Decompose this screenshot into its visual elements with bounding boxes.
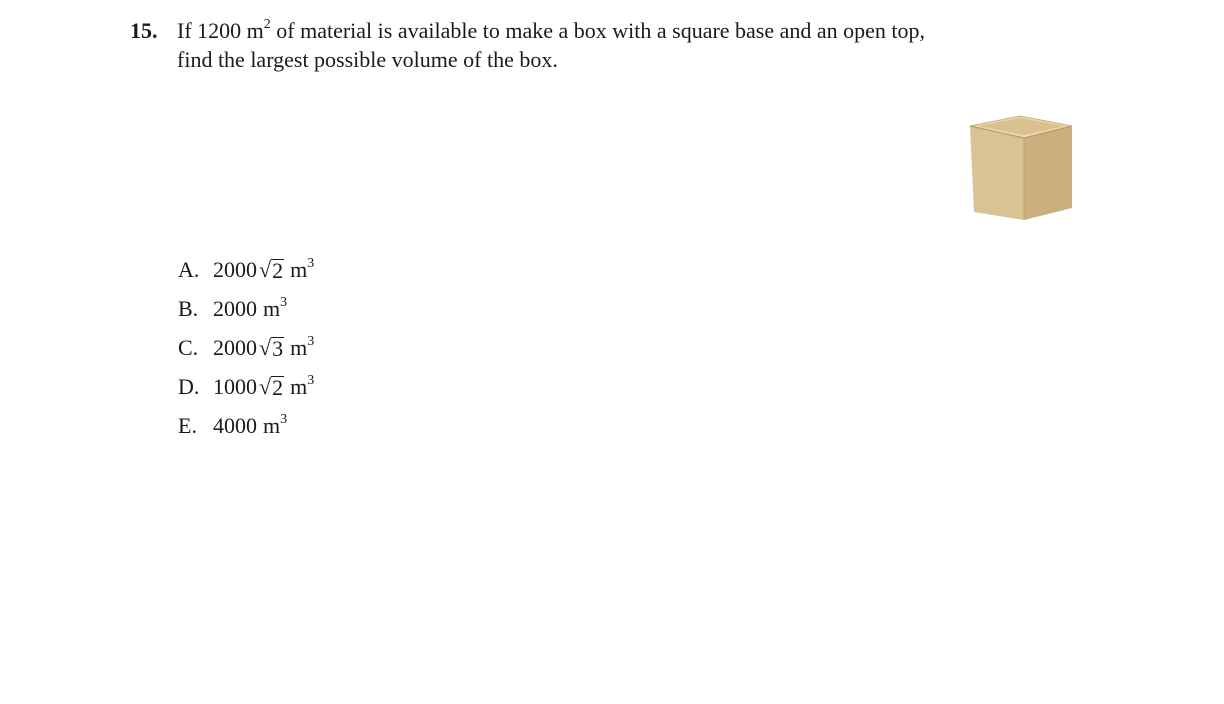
choice-e[interactable]: E. 4000 $m^3$ xyxy=(178,411,288,438)
answer-choices xyxy=(178,254,314,449)
question-line-2: find the largest possible volume of the box. xyxy=(177,47,558,72)
question-text-part: of material is available to make a box with a square base and an open top, xyxy=(270,18,926,43)
choice-c[interactable]: C. 2000√3 $m^3$ xyxy=(178,332,314,371)
choice-a[interactable]: A. 2000√2 $m^3$ xyxy=(178,254,314,293)
choice-d[interactable]: D. 1000√2 $m^3$ xyxy=(178,371,314,410)
question-text-part: If 1200 m xyxy=(177,18,264,43)
square-root: √2 xyxy=(259,374,284,400)
exponent: 2 xyxy=(263,16,271,32)
square-root: √2 xyxy=(259,257,284,283)
box-side-face xyxy=(1024,126,1072,220)
box-image xyxy=(966,108,1076,222)
choice-b[interactable]: B. 2000 $m^3$ xyxy=(178,294,288,321)
question-text xyxy=(130,16,1090,74)
box-front-face xyxy=(970,126,1024,220)
question-line-1 xyxy=(130,16,1090,45)
square-root: √3 xyxy=(259,335,284,361)
question-number: 15. xyxy=(130,18,158,43)
